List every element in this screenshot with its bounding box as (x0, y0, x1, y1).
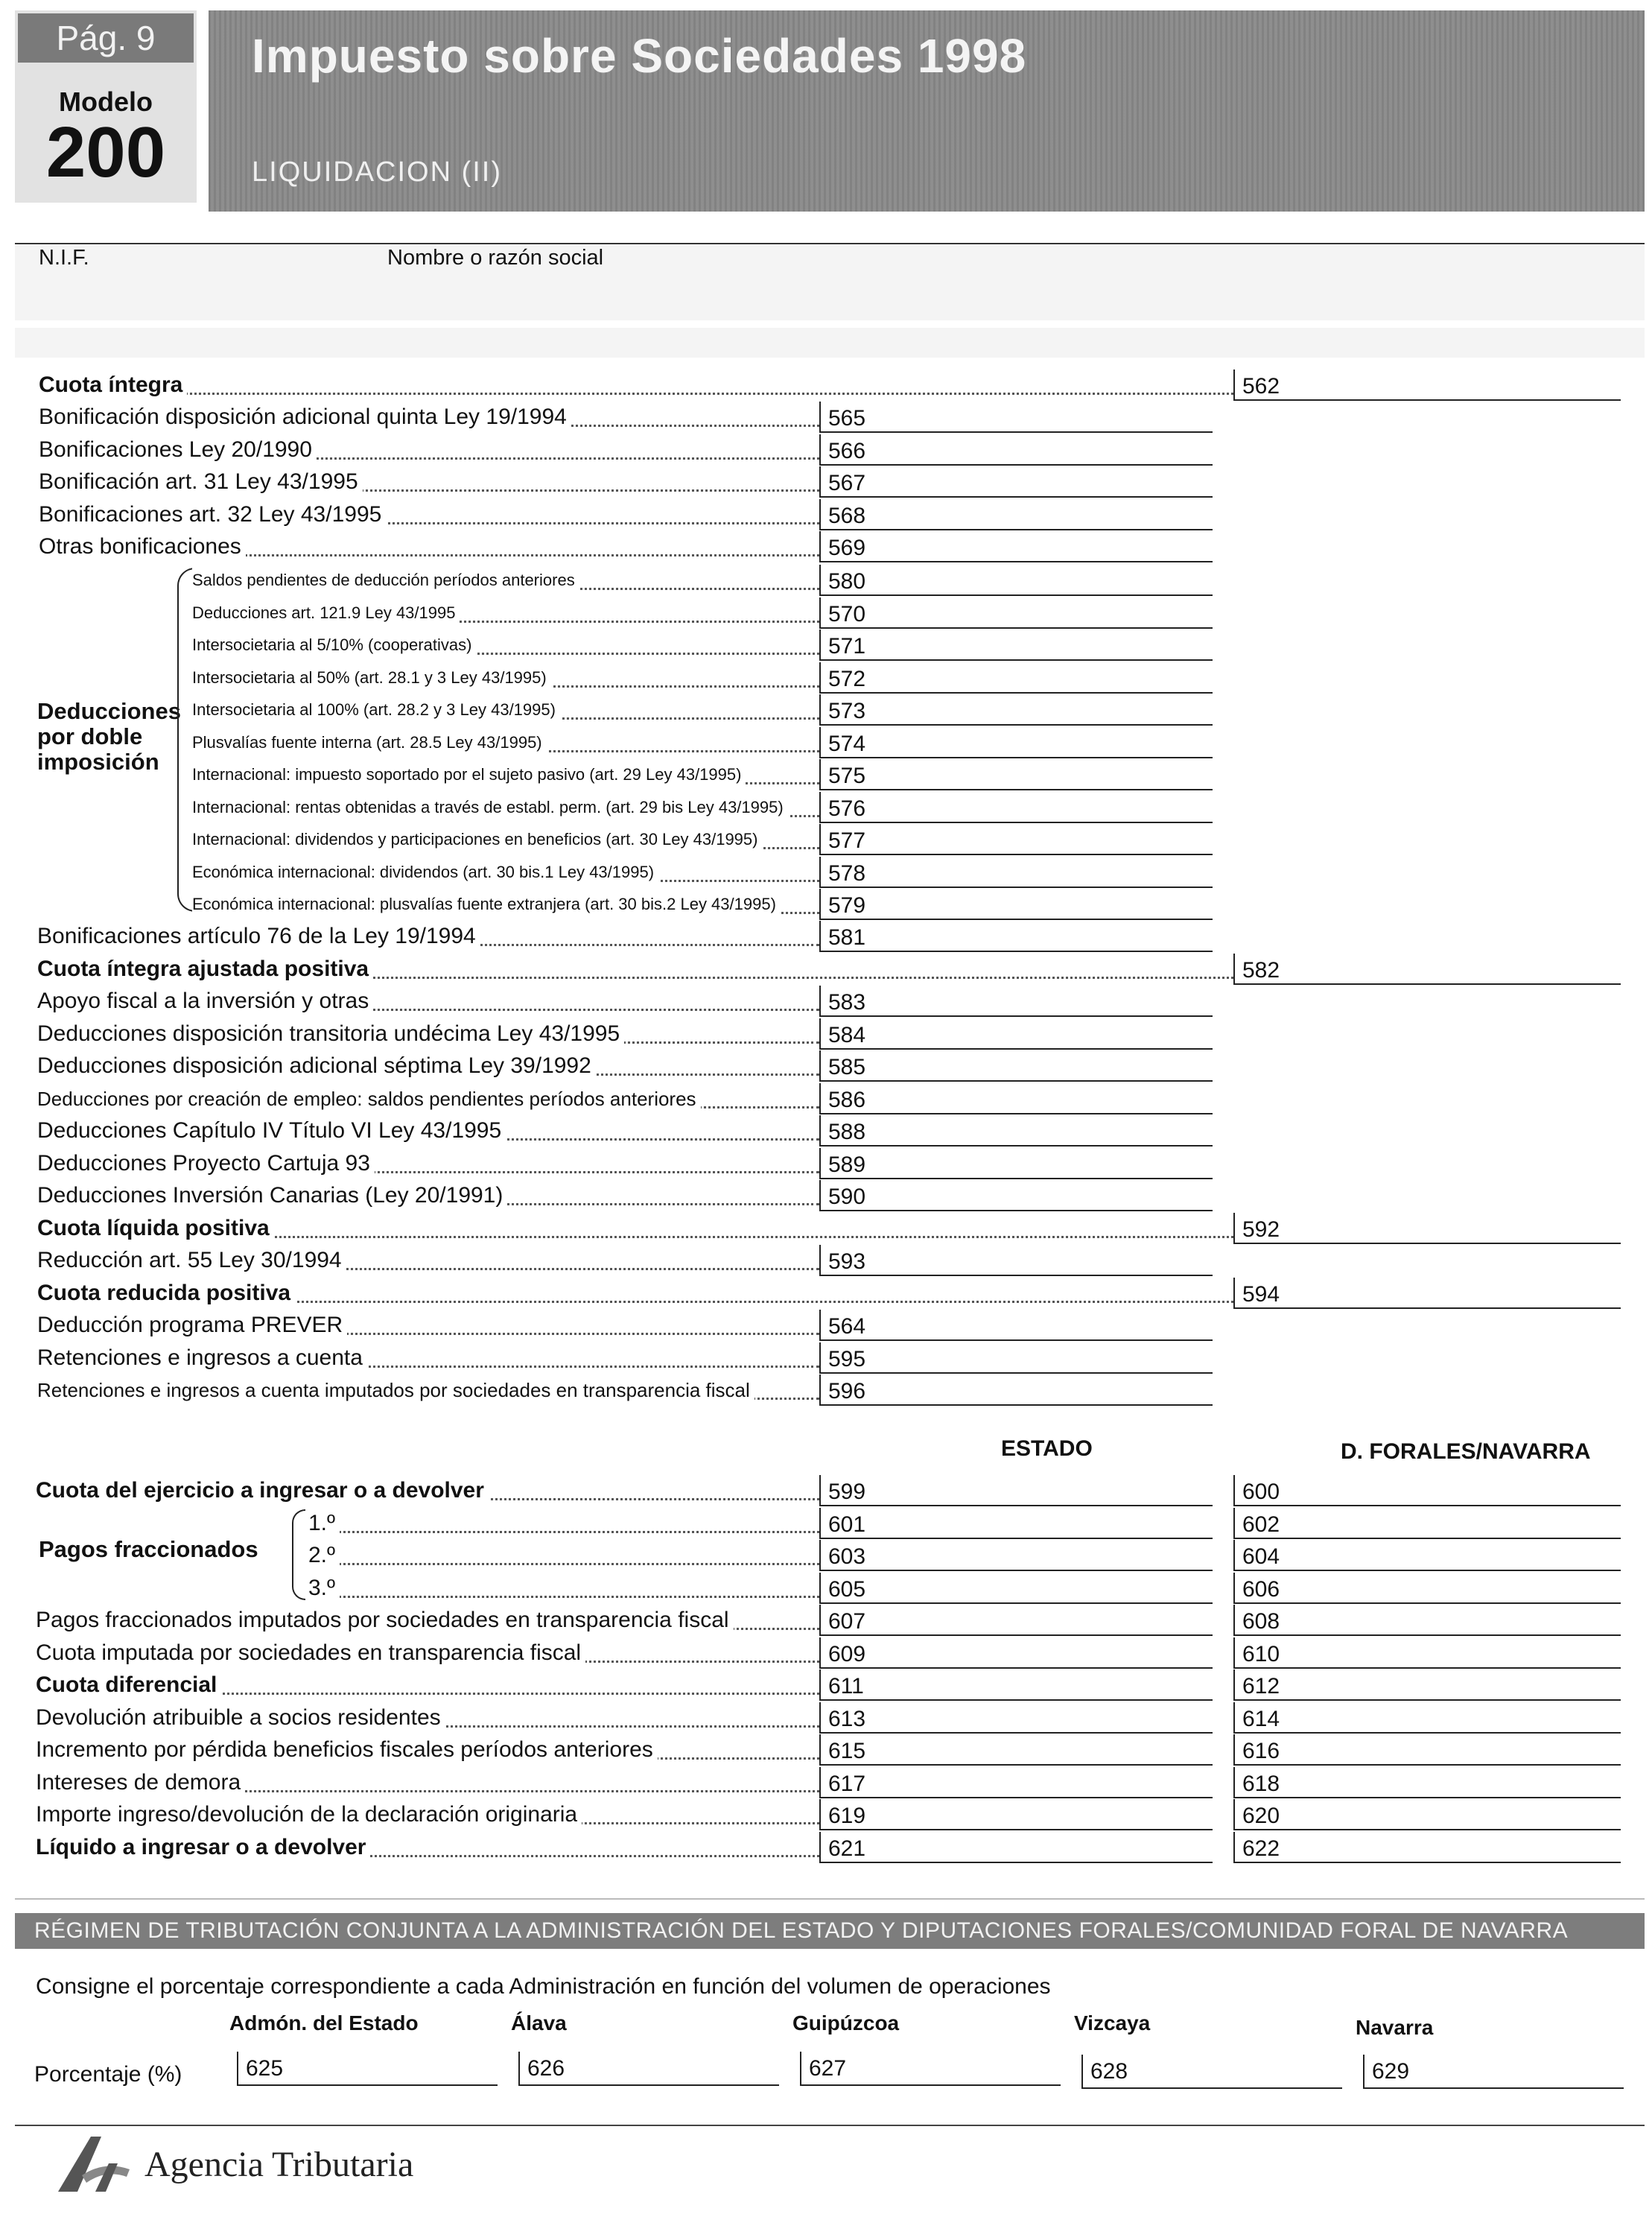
box-code: 580 (828, 569, 866, 594)
regimen-banner: RÉGIMEN DE TRIBUTACIÓN CONJUNTA A LA ADMINISTRACIÓN DEL ESTADO Y DIPUTACIONES FORALES/COMUNIDAD FORAL DE NAVARRA (15, 1913, 1645, 1949)
line-label: Cuota reducida positiva (37, 1278, 295, 1309)
box-code: 581 (828, 925, 866, 950)
box-code: 614 (1242, 1706, 1280, 1731)
amount-field-602[interactable] (1233, 1508, 1621, 1539)
amount-field-595[interactable] (819, 1342, 1213, 1374)
box-code: 612 (1242, 1674, 1280, 1699)
box-code: 628 (1090, 2059, 1128, 2084)
line-label: Deducciones disposición adicional séptima Ley 39/1992 (37, 1050, 596, 1082)
box-code: 586 (828, 1087, 866, 1112)
amount-field-608[interactable] (1233, 1605, 1621, 1636)
box-code: 594 (1242, 1281, 1280, 1307)
line-label: Intereses de demora (36, 1767, 245, 1798)
amount-field-605[interactable] (819, 1573, 1213, 1604)
divider (15, 243, 1645, 244)
regimen-instruction: Consigne el porcentaje correspondiente a cada Administración en función del volumen de operaciones (36, 1974, 1051, 1999)
amount-field-584[interactable] (819, 1018, 1213, 1050)
amount-field-583[interactable] (819, 986, 1213, 1017)
dotted-leader (308, 1531, 819, 1533)
box-code: 589 (828, 1152, 866, 1177)
box-code: 599 (828, 1480, 866, 1504)
amount-field-569[interactable] (819, 531, 1213, 562)
line-label: Deducciones Proyecto Cartuja 93 (37, 1148, 375, 1179)
amount-field-577[interactable] (819, 824, 1213, 855)
box-code: 603 (828, 1544, 866, 1569)
box-code: 564 (828, 1314, 866, 1339)
box-code: 575 (828, 764, 866, 788)
line-label: Plusvalías fuente interna (art. 28.5 Ley 43/1995) (192, 727, 547, 758)
box-code: 562 (1242, 374, 1280, 399)
name-label: Nombre o razón social (387, 246, 604, 270)
dotted-leader (308, 1563, 819, 1565)
amount-field-579[interactable] (819, 889, 1213, 920)
box-code: 611 (828, 1674, 864, 1699)
deducciones-label-line: por doble (37, 723, 143, 749)
box-code: 577 (828, 828, 866, 853)
line-label: Retenciones e ingresos a cuenta imputados por sociedades en transparencia fiscal (37, 1374, 754, 1406)
amount-field-578[interactable] (819, 857, 1213, 888)
line-label: Internacional: rentas obtenidas a través de establ. perm. (art. 29 bis Ley 43/1995) (192, 792, 788, 823)
line-label: Bonificaciones artículo 76 de la Ley 19/1994 (37, 921, 480, 952)
admin-name: Vizcaya (1074, 2011, 1151, 2035)
name-input[interactable] (387, 277, 1627, 314)
amount-field-573[interactable] (819, 694, 1213, 726)
box-code: 629 (1372, 2059, 1410, 2084)
amount-field-562[interactable] (1233, 370, 1621, 401)
amount-field-622[interactable] (1233, 1832, 1621, 1863)
admin-name: Navarra (1356, 2016, 1434, 2039)
box-code: 572 (828, 666, 866, 691)
box-code: 626 (527, 2056, 565, 2081)
line-label: Económica internacional: plusvalías fuente extranjera (art. 30 bis.2 Ley 43/1995) (192, 889, 781, 920)
amount-field-568[interactable] (819, 499, 1213, 530)
line-label: Cuota del ejercicio a ingresar o a devolver (36, 1475, 489, 1506)
line-label: Económica internacional: dividendos (art. 30 bis.1 Ley 43/1995) (192, 857, 658, 888)
forales-column-header: D. FORALES/NAVARRA (1341, 1439, 1591, 1464)
line-label: Internacional: dividendos y participaciones en beneficios (art. 30 Ley 43/1995) (192, 824, 762, 855)
line-label: Líquido a ingresar o a devolver (36, 1832, 370, 1863)
box-code: 619 (828, 1804, 866, 1828)
pagos-brace (292, 1509, 305, 1600)
line-label: Reducción art. 55 Ley 30/1994 (37, 1245, 346, 1276)
box-code: 578 (828, 860, 866, 886)
box-code: 608 (1242, 1609, 1280, 1634)
line-label: Bonificación art. 31 Ley 43/1995 (39, 466, 363, 498)
line-label: Deducciones disposición transitoria undécima Ley 43/1995 (37, 1018, 624, 1050)
box-code: 601 (828, 1512, 866, 1537)
amount-field-586[interactable] (819, 1083, 1213, 1114)
line-label: Cuota diferencial (36, 1669, 221, 1701)
box-code: 571 (828, 634, 866, 659)
percent-field-628[interactable] (1081, 2055, 1342, 2089)
divider (15, 2125, 1645, 2126)
box-code: 625 (246, 2056, 284, 2081)
dotted-leader (39, 393, 1233, 395)
nif-label: N.I.F. (39, 246, 89, 270)
box-code: 620 (1242, 1804, 1280, 1828)
line-label: Apoyo fiscal a la inversión y otras (37, 986, 373, 1017)
deducciones-label-line: Deducciones (37, 698, 181, 724)
pagos-fraccionados-label: Pagos fraccionados (39, 1536, 258, 1562)
amount-field-604[interactable] (1233, 1540, 1621, 1571)
amount-field-601[interactable] (819, 1508, 1213, 1539)
box-code: 568 (828, 503, 866, 528)
line-label: Deducción programa PREVER (37, 1310, 347, 1341)
line-label: Otras bonificaciones (39, 531, 246, 562)
box-code: 567 (828, 471, 866, 496)
box-code: 592 (1242, 1217, 1280, 1242)
amount-field-616[interactable] (1233, 1734, 1621, 1766)
box-code: 610 (1242, 1641, 1280, 1666)
admin-name: Álava (511, 2011, 567, 2035)
amount-field-620[interactable] (1233, 1799, 1621, 1830)
amount-field-590[interactable] (819, 1180, 1213, 1211)
amount-field-580[interactable] (819, 565, 1213, 596)
line-label: Incremento por pérdida beneficios fiscales períodos anteriores (36, 1734, 658, 1766)
porcentaje-label: Porcentaje (%) (34, 2062, 182, 2087)
line-label: Retenciones e ingresos a cuenta (37, 1342, 367, 1374)
amount-field-603[interactable] (819, 1540, 1213, 1571)
box-code: 579 (828, 893, 866, 918)
estado-column-header: ESTADO (1001, 1436, 1093, 1461)
percent-field-627[interactable] (800, 2052, 1061, 2086)
amount-field-588[interactable] (819, 1115, 1213, 1147)
box-code: 570 (828, 601, 866, 627)
percent-field-626[interactable] (518, 2052, 779, 2086)
line-label: Deducciones Inversión Canarias (Ley 20/1991) (37, 1180, 507, 1211)
amount-field-596[interactable] (819, 1374, 1213, 1406)
amount-field-581[interactable] (819, 921, 1213, 952)
line-label: Cuota líquida positiva (37, 1213, 274, 1244)
box-code: 621 (828, 1836, 866, 1861)
amount-field-592[interactable] (1233, 1213, 1621, 1244)
amount-field-565[interactable] (819, 402, 1213, 433)
deducciones-group-label (37, 699, 181, 775)
amount-field-571[interactable] (819, 629, 1213, 661)
box-code: 595 (828, 1346, 866, 1371)
box-code: 602 (1242, 1512, 1280, 1537)
agencia-tributaria-logo-icon (52, 2131, 134, 2198)
amount-field-594[interactable] (1233, 1278, 1621, 1309)
box-code: 615 (828, 1739, 866, 1763)
box-code: 582 (1242, 957, 1280, 983)
box-code: 606 (1242, 1576, 1280, 1602)
amount-field-566[interactable] (819, 434, 1213, 466)
box-code: 590 (828, 1184, 866, 1209)
line-label: Cuota imputada por sociedades en transparencia fiscal (36, 1637, 585, 1669)
box-code: 596 (828, 1379, 866, 1404)
line-label: Cuota íntegra (39, 370, 187, 401)
amount-field-617[interactable] (819, 1767, 1213, 1798)
box-code: 609 (828, 1641, 866, 1666)
amount-field-611[interactable] (819, 1669, 1213, 1701)
amount-field-619[interactable] (819, 1799, 1213, 1830)
divider (15, 1898, 1645, 1900)
amount-field-585[interactable] (819, 1050, 1213, 1082)
admin-name: Guipúzcoa (792, 2011, 900, 2035)
amount-field-567[interactable] (819, 466, 1213, 498)
box-code: 585 (828, 1055, 866, 1079)
amount-field-589[interactable] (819, 1148, 1213, 1179)
line-label: Saldos pendientes de deducción períodos anteriores (192, 565, 579, 596)
line-label: 2.º (308, 1540, 340, 1571)
agency-name: Agencia Tributaria (144, 2145, 414, 2184)
amount-field-600[interactable] (1233, 1475, 1621, 1506)
divider-shade (15, 328, 1645, 358)
line-label: Intersocietaria al 5/10% (cooperativas) (192, 629, 476, 661)
amount-field-599[interactable] (819, 1475, 1213, 1506)
amount-field-574[interactable] (819, 727, 1213, 758)
line-label: Importe ingreso/devolución de la declaración originaria (36, 1799, 582, 1830)
box-code: 616 (1242, 1739, 1280, 1763)
line-label: 1.º (308, 1508, 340, 1539)
box-code: 588 (828, 1120, 866, 1144)
amount-field-612[interactable] (1233, 1669, 1621, 1701)
form-subtitle: LIQUIDACION (II) (252, 156, 503, 188)
dotted-leader (308, 1596, 819, 1598)
box-code: 574 (828, 731, 866, 756)
box-code: 565 (828, 406, 866, 431)
box-code: 622 (1242, 1836, 1280, 1861)
line-label: Intersocietaria al 50% (art. 28.1 y 3 Ley 43/1995) (192, 662, 551, 694)
box-code: 618 (1242, 1771, 1280, 1796)
box-code: 573 (828, 699, 866, 723)
box-code: 604 (1242, 1544, 1280, 1569)
page-number: Pág. 9 (18, 13, 194, 63)
amount-field-564[interactable] (819, 1310, 1213, 1341)
box-code: 593 (828, 1249, 866, 1274)
line-label: Cuota íntegra ajustada positiva (37, 954, 373, 985)
line-label: Intersocietaria al 100% (art. 28.2 y 3 Ley 43/1995) (192, 694, 560, 726)
amount-field-576[interactable] (819, 792, 1213, 823)
line-label: Internacional: impuesto soportado por el sujeto pasivo (art. 29 Ley 43/1995) (192, 759, 746, 790)
model-label: Modelo (59, 86, 153, 117)
deducciones-label-line: imposición (37, 749, 159, 775)
amount-field-607[interactable] (819, 1605, 1213, 1636)
line-label: Pagos fraccionados imputados por sociedades en transparencia fiscal (36, 1605, 734, 1636)
line-label: Bonificaciones art. 32 Ley 43/1995 (39, 499, 386, 530)
amount-field-621[interactable] (819, 1832, 1213, 1863)
model-number: 200 (45, 112, 166, 192)
amount-field-606[interactable] (1233, 1573, 1621, 1604)
line-label: Deducciones art. 121.9 Ley 43/1995 (192, 597, 460, 629)
nif-input[interactable] (39, 277, 340, 314)
line-label: Bonificaciones Ley 20/1990 (39, 434, 317, 466)
box-code: 576 (828, 796, 866, 821)
box-code: 600 (1242, 1480, 1280, 1504)
form-title: Impuesto sobre Sociedades 1998 (252, 29, 1027, 83)
box-code: 584 (828, 1022, 866, 1047)
line-label: Devolución atribuible a socios residentes (36, 1702, 445, 1734)
amount-field-575[interactable] (819, 759, 1213, 790)
percent-field-625[interactable] (237, 2052, 498, 2086)
amount-field-609[interactable] (819, 1637, 1213, 1669)
line-label: Deducciones por creación de empleo: saldos pendientes períodos anteriores (37, 1083, 701, 1114)
box-code: 605 (828, 1576, 866, 1602)
line-label: 3.º (308, 1573, 340, 1604)
line-label: Bonificación disposición adicional quinta Ley 19/1994 (39, 402, 571, 433)
box-code: 566 (828, 438, 866, 463)
box-code: 607 (828, 1609, 866, 1634)
box-code: 569 (828, 536, 866, 560)
box-code: 617 (828, 1771, 866, 1796)
amount-field-572[interactable] (819, 662, 1213, 694)
amount-field-593[interactable] (819, 1245, 1213, 1276)
amount-field-614[interactable] (1233, 1702, 1621, 1734)
box-code: 627 (809, 2056, 847, 2081)
amount-field-570[interactable] (819, 597, 1213, 629)
amount-field-615[interactable] (819, 1734, 1213, 1766)
amount-field-610[interactable] (1233, 1637, 1621, 1669)
admin-name: Admón. del Estado (229, 2011, 419, 2035)
line-label: Deducciones Capítulo IV Título VI Ley 43/1995 (37, 1115, 506, 1147)
amount-field-613[interactable] (819, 1702, 1213, 1734)
amount-field-582[interactable] (1233, 954, 1621, 985)
box-code: 613 (828, 1706, 866, 1731)
percent-field-629[interactable] (1363, 2055, 1624, 2089)
box-code: 583 (828, 990, 866, 1015)
amount-field-618[interactable] (1233, 1767, 1621, 1798)
